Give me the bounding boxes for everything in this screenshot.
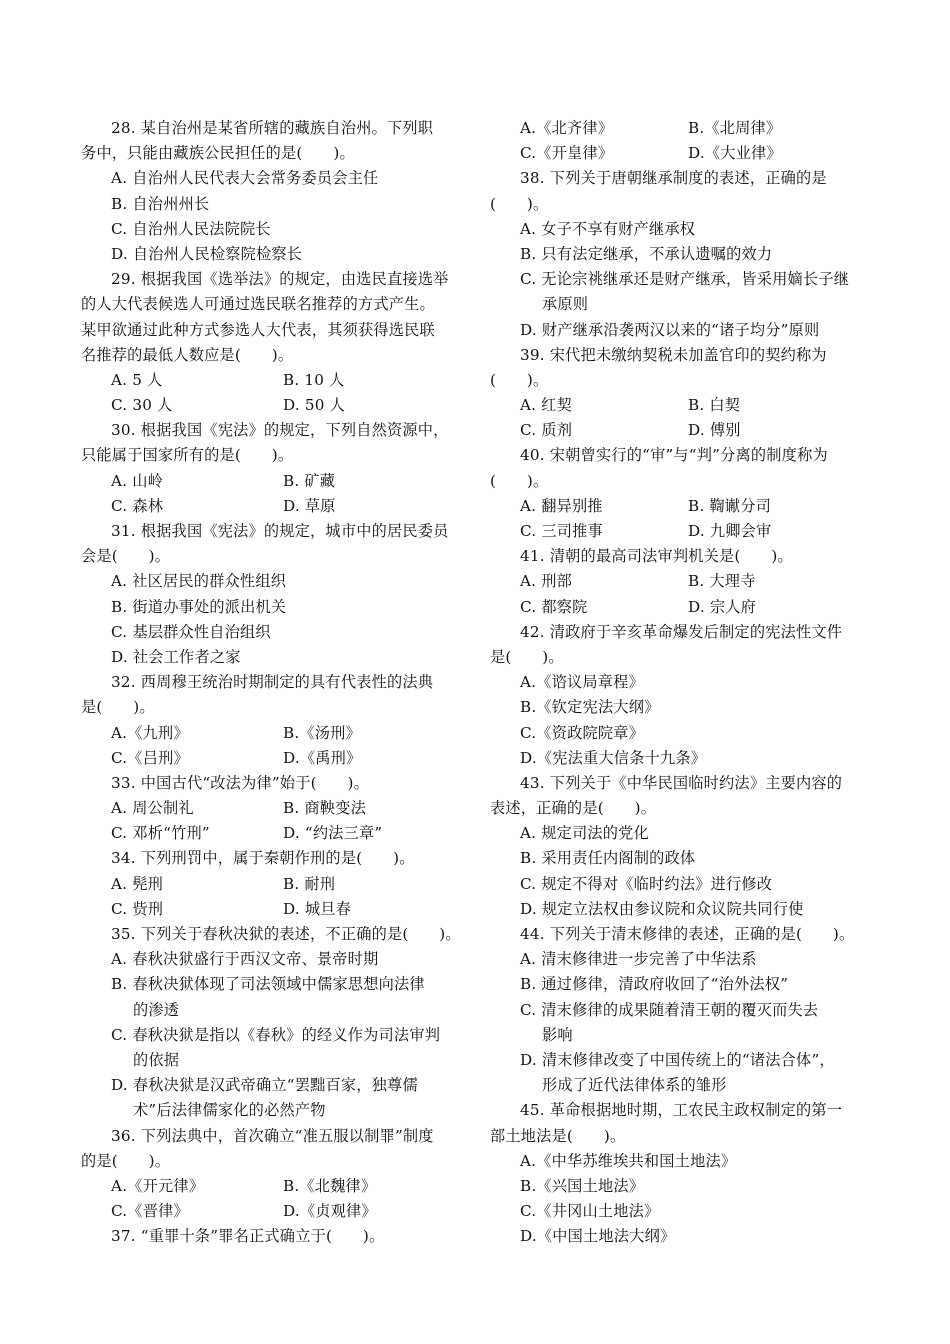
option-text: D.《宪法重大信条十九条》 (520, 748, 707, 767)
option-text: A. 规定司法的党化 (520, 824, 649, 843)
option-text: B. 大理寺 (688, 572, 756, 591)
option-text: B.《兴国土地法》 (520, 1176, 645, 1195)
option-text: B. 自治州州长 (111, 194, 210, 213)
option-text: C. 清末修律的成果随着清王朝的覆灭而失去 (520, 1000, 819, 1019)
option-text: B. 耐刑 (283, 874, 336, 893)
option-text: A. 翻异别推 (520, 496, 603, 515)
option-row (81, 368, 463, 393)
option-row (490, 494, 872, 519)
question-stem: 29. 根据我国《选举法》的规定，由选民直接选举 (111, 270, 449, 289)
option-text: D.《大业律》 (688, 144, 782, 163)
option-text: C.《晋律》 (111, 1202, 189, 1221)
option-text: B. 鞫谳分司 (688, 496, 771, 515)
question-stem-continuation: 某甲欲通过此种方式参选人大代表，其须获得选民联 (81, 320, 435, 339)
option-text: B. 白契 (688, 396, 741, 415)
option-text: A.《北齐律》 (520, 119, 614, 137)
option-text: C.《井冈山土地法》 (520, 1202, 660, 1221)
option-text: A. 春秋决狱盛行于西汉文帝、景帝时期 (111, 950, 379, 969)
question-stem: 45. 革命根据地时期，工农民主政权制定的第一 (520, 1101, 843, 1120)
option-row (81, 721, 463, 746)
option-text: C. 森林 (111, 496, 164, 515)
question-stem-continuation: 务中，只能由藏族公民担任的是( )。 (81, 144, 355, 163)
option-row (490, 116, 872, 141)
option-text: D. 城旦春 (283, 899, 352, 918)
option-text: D.《中国土地法大纲》 (520, 1227, 676, 1246)
option-row (490, 393, 872, 418)
option-text: B.《北魏律》 (283, 1176, 377, 1195)
option-text: D. “约法三章” (283, 824, 383, 843)
option-text: D. 草原 (283, 496, 336, 515)
option-row (490, 519, 872, 544)
option-text: C.《资政院院章》 (520, 723, 645, 742)
option-text: C. 基层群众性自治组织 (111, 622, 271, 641)
right-column (490, 116, 872, 1249)
option-text: B.《北周律》 (688, 119, 782, 137)
option-text: C. 30 人 (111, 396, 173, 415)
question-stem: 30. 根据我国《宪法》的规定，下列自然资源中， (111, 421, 449, 440)
option-text: B.《汤刑》 (283, 723, 361, 742)
option-text: A. 清末修律进一步完善了中华法系 (520, 950, 757, 969)
option-text: D. 春秋决狱是汉武帝确立“罢黜百家，独尊儒 (111, 1076, 418, 1095)
option-row (490, 418, 872, 443)
option-text: A. 髡刑 (111, 874, 163, 893)
question-stem: 43. 下列关于《中华民国临时约法》主要内容的 (520, 773, 843, 792)
question-stem: 39. 宋代把未缴纳契税未加盖官印的契约称为 (520, 345, 827, 364)
option-text: B. 春秋决狱体现了司法领域中儒家思想向法律 (111, 975, 425, 994)
option-row (81, 897, 463, 922)
question-stem: 41. 清朝的最高司法审判机关是( )。 (520, 547, 793, 566)
question-stem-continuation: 是( )。 (81, 698, 155, 717)
option-text: A. 社区居民的群众性组织 (111, 572, 287, 591)
question-stem-continuation: 名推荐的最低人数应是( )。 (81, 345, 294, 364)
question-stem-continuation: 会是( )。 (81, 547, 171, 566)
option-row (81, 1174, 463, 1199)
option-text: D. 50 人 (283, 396, 346, 415)
option-continuation: 术”后法律儒家化的必然产物 (133, 1101, 326, 1120)
question-stem-continuation: 部土地法是( )。 (490, 1126, 626, 1145)
option-row (81, 494, 463, 519)
question-stem: 40. 宋朝曾实行的“审”与“判”分离的制度称为 (520, 446, 828, 465)
option-text: D. 规定立法权由参议院和众议院共同行使 (520, 899, 804, 918)
option-row (490, 141, 872, 166)
question-stem-continuation: ( )。 (490, 194, 549, 213)
option-continuation: 的依据 (133, 1050, 180, 1069)
option-row (81, 1199, 463, 1224)
option-text: A.《开元律》 (111, 1176, 205, 1195)
option-text: A. 山岭 (111, 471, 163, 490)
option-text: D. 九卿会审 (688, 522, 772, 540)
question-stem: 37. “重罪十条”罪名正式确立于( )。 (111, 1227, 385, 1246)
question-stem-continuation: 只能属于国家所有的是( )。 (81, 446, 294, 465)
question-stem-continuation: 表述，正确的是( )。 (490, 799, 657, 818)
question-stem: 35. 下列关于春秋决狱的表述，不正确的是( )。 (111, 925, 461, 943)
option-row (81, 821, 463, 846)
option-text: A. 5 人 (111, 370, 163, 389)
question-stem: 28. 某自治州是某省所辖的藏族自治州。下列职 (111, 119, 434, 137)
option-text: B. 10 人 (283, 370, 345, 389)
option-text: D. 清末修律改变了中国传统上的“诸法合体”， (520, 1050, 835, 1069)
option-continuation: 影响 (542, 1025, 573, 1044)
option-text: C. 无论宗祧继承还是财产继承，皆采用嫡长子继 (520, 270, 850, 289)
option-text: D. 自治州人民检察院检察长 (111, 244, 303, 263)
option-text: B.《钦定宪法大纲》 (520, 698, 660, 717)
option-text: A. 女子不享有财产继承权 (520, 219, 696, 238)
question-stem-continuation: ( )。 (490, 370, 549, 389)
question-stem-continuation: 是( )。 (490, 647, 564, 666)
question-stem: 38. 下列关于唐朝继承制度的表述，正确的是 (520, 169, 827, 188)
option-text: C.《吕刑》 (111, 748, 189, 767)
option-row (81, 746, 463, 771)
option-text: C. 规定不得对《临时约法》进行修改 (520, 874, 773, 893)
option-text: D. 社会工作者之家 (111, 647, 241, 666)
option-text: C. 三司推事 (520, 522, 603, 540)
option-row (490, 595, 872, 620)
option-text: D.《贞观律》 (283, 1202, 377, 1221)
question-stem: 34. 下列刑罚中，属于秦朝作刑的是( )。 (111, 849, 415, 868)
option-text: C. 质剂 (520, 421, 573, 440)
question-stem: 31. 根据我国《宪法》的规定，城市中的居民委员 (111, 522, 449, 540)
option-text: C. 自治州人民法院院长 (111, 219, 271, 238)
option-row (81, 796, 463, 821)
option-text: A. 刑部 (520, 572, 572, 591)
option-continuation: 形成了近代法律体系的雏形 (542, 1076, 727, 1095)
question-stem-continuation: 的是( )。 (81, 1151, 171, 1170)
question-stem: 44. 下列关于清末修律的表述，正确的是( )。 (520, 925, 855, 943)
option-text: C. 春秋决狱是指以《春秋》的经义作为司法审判 (111, 1025, 441, 1044)
question-stem: 33. 中国古代“改法为律”始于( )。 (111, 773, 369, 792)
option-text: A.《谘议局章程》 (520, 673, 644, 692)
question-stem: 36. 下列法典中，首次确立“准五服以制罪”制度 (111, 1126, 434, 1145)
option-text: B. 只有法定继承，不承认遗嘱的效力 (520, 244, 773, 263)
left-column (81, 116, 463, 1249)
option-text: C. 赀刑 (111, 899, 164, 918)
option-text: D. 傅别 (688, 421, 741, 440)
question-stem-continuation: ( )。 (490, 471, 549, 490)
option-text: C.《开皇律》 (520, 144, 614, 163)
question-stem: 42. 清政府于辛亥革命爆发后制定的宪法性文件 (520, 622, 843, 641)
option-text: C. 都察院 (520, 597, 588, 616)
option-row (81, 872, 463, 897)
option-text: A. 周公制礼 (111, 799, 194, 818)
question-stem: 32. 西周穆王统治时期制定的具有代表性的法典 (111, 673, 434, 692)
option-row (81, 393, 463, 418)
option-text: A.《中华苏维埃共和国土地法》 (520, 1151, 737, 1170)
question-stem-continuation: 的人大代表候选人可通过选民联名推荐的方式产生。 (81, 295, 435, 314)
option-text: B. 商鞅变法 (283, 799, 366, 818)
option-text: A.《九刑》 (111, 723, 189, 742)
option-text: C. 邓析“竹刑” (111, 824, 210, 843)
option-text: B. 矿藏 (283, 471, 336, 490)
option-text: B. 采用责任内阁制的政体 (520, 849, 696, 868)
option-row (81, 469, 463, 494)
option-text: D. 财产继承沿袭两汉以来的“诸子均分”原则 (520, 320, 820, 339)
option-row (490, 569, 872, 594)
option-text: A. 自治州人民代表大会常务委员会主任 (111, 169, 379, 188)
option-text: A. 红契 (520, 396, 572, 415)
option-text: D. 宗人府 (688, 597, 757, 616)
option-text: D.《禹刑》 (283, 748, 362, 767)
option-text: B. 通过修律，清政府收回了“治外法权” (520, 975, 789, 994)
option-continuation: 承原则 (542, 295, 589, 314)
option-continuation: 的渗透 (133, 1000, 180, 1019)
option-text: B. 街道办事处的派出机关 (111, 597, 287, 616)
